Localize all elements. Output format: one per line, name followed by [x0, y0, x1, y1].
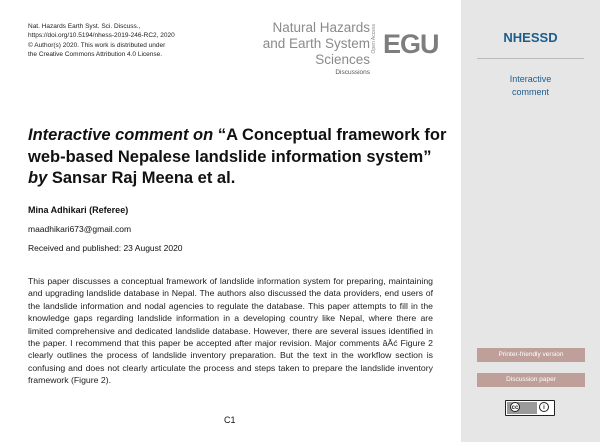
meta-doi[interactable]: https://doi.org/10.5194/nhess-2019-246-RC2, 2020 [28, 32, 175, 40]
sidebar [461, 0, 600, 442]
logo-journal-name: Natural Hazards and Earth System Sciences [262, 20, 370, 67]
comment-body: This paper discusses a conceptual framework of landslide information system for preparing, maintaining and upgrading landslide database in Nepal. The authors also discussed the data providers, end users of the landslide information and nodal agencies to regulate the database. This paper attempts to fill in the knowledge gaps regarding landslide information in a developing country like Nepal, where there are limited comprehensive and dedicated landslide database. However, there are several issues identified in the paper. I recommend that this paper be accepted after major revision. Major comments âĂć Figure 2 clearly outlines the process of landslide inventory preparation. But the text in the workflow section is confusing and does not clearly articulate the process and steps taken to prepare the landslide inventory framework (Figure 2). [28, 276, 433, 386]
title-by: by [28, 169, 48, 187]
title-authors: Sansar Raj Meena et al. [51, 169, 236, 187]
sidebar-divider [477, 58, 584, 59]
page-title [28, 125, 448, 190]
meta-copyright: © Author(s) 2020. This work is distributed under [28, 41, 166, 49]
journal-logo [256, 20, 456, 80]
open-access-label: Open Access [371, 24, 377, 54]
referee-email[interactable]: maadhikari673@gmail.com [28, 224, 132, 234]
printer-friendly-button[interactable]: Printer-friendly version [477, 348, 585, 362]
meta-license: the Creative Commons Attribution 4.0 License. [28, 50, 163, 58]
page-number: C1 [224, 415, 236, 425]
title-text: “A Conceptual framework for web-based Nepalese landslide information system” [28, 126, 447, 166]
received-date: Received and published: 23 August 2020 [28, 243, 183, 253]
logo-discussions: Discussions [335, 69, 370, 76]
citation-meta [28, 22, 175, 59]
referee-name: Mina Adhikari (Referee) [28, 205, 129, 215]
meta-journal: Nat. Hazards Earth Syst. Sci. Discuss., [28, 23, 141, 30]
interactive-comment-label: Interactive comment [509, 74, 552, 97]
cc-license-badge[interactable] [505, 400, 555, 416]
discussion-paper-button[interactable]: Discussion paper [477, 373, 585, 387]
title-prefix: Interactive comment on [28, 126, 214, 144]
cc-icon: cc [510, 402, 520, 412]
egu-logo: EGU [383, 29, 439, 59]
attribution-icon: i [539, 402, 549, 412]
journal-abbrev[interactable]: NHESSD [503, 30, 558, 45]
